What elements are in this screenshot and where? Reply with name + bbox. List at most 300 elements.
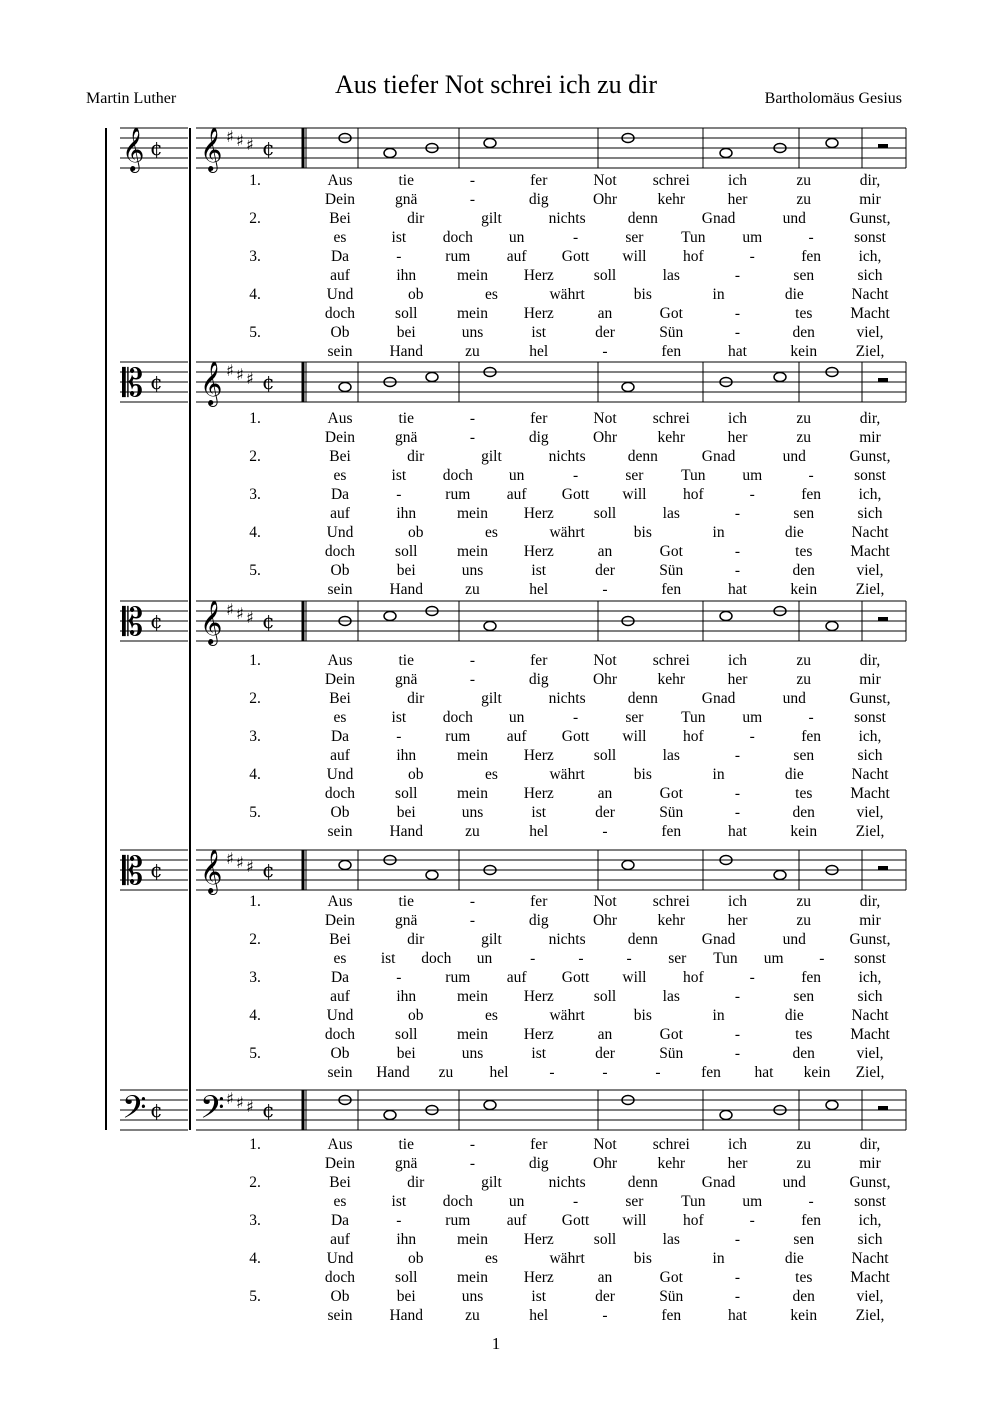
lyric-syllable: - [578,950,584,967]
time-signature-icon: ¢ [262,609,275,633]
lyric-syllable: währt [549,1007,585,1024]
lyric-syllable: Not [593,1136,617,1153]
lyric-syllable: rum [445,1212,471,1229]
verse-number: 1. [249,652,261,669]
lyric-syllable: doch [421,950,452,967]
lyric-syllable: kein [790,581,818,598]
lyric-syllable: Tun [681,467,706,484]
lyric-syllable: Dein [324,429,356,446]
lyric-line [0,323,992,342]
lyric-syllable: - [808,709,814,726]
lyric-syllable: gnä [395,429,418,446]
lyric-syllable: - [734,1288,741,1305]
lyric-syllable: währt [549,1250,585,1267]
lyric-syllable: zu [465,823,480,840]
lyric-syllable: es [333,709,347,726]
staff-system [120,600,906,646]
lyric-syllable: nichts [548,690,586,707]
lyric-syllable: auf [330,267,350,284]
note-head [774,871,786,880]
lyric-syllable: an [597,1269,613,1286]
lyric-syllable: Gnad [701,210,736,227]
lyric-syllable: den [792,562,815,579]
lyric-syllable: ist [391,1193,407,1210]
lyric-syllable: zu [796,172,812,189]
lyric-syllable: mir [859,1155,881,1172]
lyric-syllable: nichts [548,210,586,227]
lyric-syllable: dir [407,690,425,707]
lyric-syllable: kehr [657,671,686,688]
lyric-syllable: dir [407,931,425,948]
lyric-syllable: dig [528,429,549,446]
lyric-line [0,523,992,542]
lyric-syllable: ihn [396,988,417,1005]
lyric-syllable: mein [457,543,488,560]
lyric-syllable: dig [528,671,549,688]
lyric-syllable: - [734,562,741,579]
note-head [826,622,838,631]
verse-number: 3. [249,1212,261,1229]
lyric-syllable: her [727,912,748,929]
lyric-syllable: Dein [324,191,356,208]
verse-number: 1. [249,1136,261,1153]
lyric-syllable: Herz [523,747,554,764]
verse-number: 5. [249,804,261,821]
lyric-syllable: dir, [859,172,881,189]
sharp-icon: ♯ [226,600,234,619]
lyric-syllable: ist [391,709,407,726]
lyric-syllable: mein [457,988,488,1005]
lyric-syllable: es [333,950,347,967]
note-head [384,612,396,621]
lyric-syllable: nichts [548,448,586,465]
lyric-syllable: bis [633,766,652,783]
time-signature-icon: ¢ [150,858,163,882]
lyric-syllable: fen [801,486,822,503]
lyric-syllable: dir, [859,893,881,910]
lyric-syllable: viel, [856,804,884,821]
lyric-syllable: fer [530,652,548,669]
lyric-syllable: auf [506,728,527,745]
lyric-syllable: auf [330,747,350,764]
lyric-syllable: sonst [854,467,886,484]
lyric-syllable: der [595,1288,615,1305]
lyric-syllable: und [782,690,806,707]
lyric-syllable: ihn [396,505,417,522]
lyric-syllable: in [712,524,725,541]
lyric-syllable: soll [395,785,418,802]
lyric-syllable: hat [728,581,747,598]
lyric-syllable: Aus [327,1136,353,1153]
lyric-syllable: der [595,1045,615,1062]
lyric-syllable: - [734,305,741,322]
lyric-syllable: Bei [329,448,351,465]
lyric-syllable: sen [793,505,815,522]
lyric-syllable: Ohr [592,671,618,688]
lyric-syllable: mein [457,1231,488,1248]
lyric-syllable: - [808,229,814,246]
lyric-syllable: Got [659,543,683,560]
lyric-syllable: den [792,1288,815,1305]
lyric-syllable: - [602,1064,608,1081]
lyric-syllable: - [734,1045,741,1062]
lyric-syllable: Gunst, [849,448,891,465]
lyric-syllable: ich [728,1136,747,1153]
lyric-syllable: Herz [523,543,554,560]
lyric-syllable: Dein [324,671,356,688]
lyric-syllable: Gnad [701,448,736,465]
lyric-syllable: Hand [389,343,424,360]
lyric-syllable: - [734,543,741,560]
note-head [384,1111,396,1120]
lyric-syllable: - [572,467,579,484]
lyric-syllable: ser [625,229,644,246]
lyric-syllable: - [734,785,741,802]
lyric-syllable: kein [790,823,818,840]
lyric-syllable: sich [857,747,883,764]
lyric-syllable: sonst [854,950,886,967]
lyric-syllable: währt [549,286,585,303]
sharp-icon: ♯ [226,127,234,146]
note-head [484,622,496,631]
lyric-syllable: - [469,172,476,189]
lyric-syllable: zu [796,671,812,688]
sharp-icon: ♯ [226,1089,234,1108]
lyric-syllable: doch [442,467,473,484]
lyric-syllable: fen [661,823,682,840]
lyric-syllable: ich [728,652,747,669]
lyric-syllable: bei [396,1045,416,1062]
lyric-syllable: Ziel, [855,343,885,360]
clef-icon: 𝄞 [200,600,223,644]
lyric-syllable: denn [627,448,658,465]
lyric-syllable: die [784,286,804,303]
lyric-syllable: Ohr [592,429,618,446]
lyric-line [0,746,992,765]
note-head [622,861,634,870]
lyric-syllable: es [333,467,347,484]
lyric-syllable: un [476,950,493,967]
sharp-icon: ♯ [246,857,254,876]
lyric-syllable: es [333,1193,347,1210]
note-head [720,612,732,621]
lyric-syllable: Sün [659,562,684,579]
lyric-line [0,466,992,485]
lyric-line [0,765,992,784]
lyric-syllable: Da [330,486,350,503]
lyric-syllable: Not [593,410,617,427]
lyric-syllable: ich [728,410,747,427]
sharp-icon: ♯ [236,131,244,150]
lyric-syllable: - [469,1155,476,1172]
lyric-syllable: um [742,709,763,726]
verse-number: 3. [249,728,261,745]
lyric-syllable: der [595,562,615,579]
lyric-syllable: las [662,747,680,764]
lyric-syllable: Sün [659,324,684,341]
lyric-syllable: un [508,229,525,246]
lyric-line [0,285,992,304]
lyric-syllable: sen [793,1231,815,1248]
lyric-line [0,1306,992,1325]
lyric-syllable: Ob [330,562,350,579]
lyric-syllable: doch [324,1269,356,1286]
lyric-line [0,987,992,1006]
lyric-syllable: sein [327,1307,353,1324]
clef-icon: 𝄞 [200,361,223,405]
lyric-syllable: währt [549,524,585,541]
lyric-syllable: um [763,950,784,967]
verse-number: 4. [249,766,261,783]
lyric-syllable: gilt [481,1174,502,1191]
lyric-syllable: doch [324,305,356,322]
lyric-syllable: der [595,804,615,821]
lyric-syllable: Gott [561,1212,590,1229]
lyric-line [0,447,992,466]
lyric-syllable: Da [330,969,350,986]
time-signature-icon: ¢ [262,370,275,394]
lyric-syllable: sein [327,1064,353,1081]
lyric-syllable: will [622,486,647,503]
lyric-syllable: den [792,324,815,341]
lyric-syllable: kehr [657,429,686,446]
lyric-syllable: - [734,267,741,284]
lyric-syllable: an [597,305,613,322]
lyric-syllable: tie [398,652,414,669]
lyric-syllable: Ob [330,324,350,341]
lyric-syllable: - [469,410,476,427]
lyric-syllable: Herz [523,305,554,322]
lyric-syllable: uns [461,562,484,579]
lyric-syllable: fer [530,893,548,910]
lyric-syllable: ser [625,467,644,484]
lyric-syllable: mein [457,747,488,764]
lyric-syllable: - [734,1231,741,1248]
lyric-syllable: Hand [389,1307,424,1324]
lyric-syllable: und [782,1174,806,1191]
lyric-syllable: gnä [395,1155,418,1172]
verse-number: 4. [249,1007,261,1024]
lyric-line [0,1063,992,1082]
lyric-syllable: hat [728,1307,747,1324]
lyric-syllable: zu [796,410,812,427]
page-number: 1 [491,1334,501,1353]
lyric-syllable: hof [682,486,704,503]
lyric-syllable: Got [659,1269,683,1286]
lyric-syllable: sen [793,747,815,764]
lyric-syllable: Gunst, [849,1174,891,1191]
lyric-syllable: ich, [858,1212,882,1229]
lyric-syllable: an [597,543,613,560]
lyric-syllable: zu [796,912,812,929]
sharp-icon: ♯ [246,135,254,154]
lyric-syllable: - [734,1269,741,1286]
lyric-syllable: schrei [652,410,690,427]
lyric-line [0,1006,992,1025]
lyric-line [0,580,992,599]
lyric-syllable: - [819,950,825,967]
verse-number: 2. [249,690,261,707]
lyric-syllable: Gnad [701,690,736,707]
clef-icon: 𝄡 [122,849,144,893]
lyric-syllable: - [602,581,608,598]
lyric-line [0,266,992,285]
lyric-syllable: auf [330,988,350,1005]
lyric-syllable: Aus [327,410,353,427]
lyric-syllable: auf [506,248,527,265]
lyric-line [0,428,992,447]
lyric-syllable: fen [661,343,682,360]
lyric-syllable: - [808,1193,814,1210]
lyric-syllable: ich, [858,486,882,503]
lyric-syllable: dig [528,1155,549,1172]
rest-icon [878,144,888,148]
lyric-line [0,342,992,361]
lyric-syllable: soll [395,1269,418,1286]
note-head [484,139,496,148]
lyric-syllable: un [508,1193,525,1210]
lyric-syllable: an [597,785,613,802]
lyric-syllable: - [572,709,579,726]
lyric-syllable: kehr [657,1155,686,1172]
verse-number: 4. [249,286,261,303]
lyric-syllable: mir [859,912,881,929]
lyric-line [0,542,992,561]
lyric-syllable: doch [324,1026,356,1043]
lyric-syllable: kein [803,1064,831,1081]
sharp-icon: ♯ [246,1097,254,1116]
lyric-syllable: - [749,969,755,986]
lyric-syllable: will [622,1212,647,1229]
lyric-syllable: auf [330,1231,350,1248]
lyric-syllable: doch [324,543,356,560]
lyric-syllable: währt [549,766,585,783]
lyric-syllable: es [333,229,347,246]
lyric-syllable: gnä [395,912,418,929]
lyric-syllable: - [602,343,608,360]
sharp-icon: ♯ [246,608,254,627]
lyric-syllable: Und [326,286,354,303]
verse-number: 2. [249,1174,261,1191]
lyric-syllable: - [396,728,402,745]
note-head [622,383,634,392]
staff-system [120,127,906,173]
lyric-syllable: Ob [330,1045,350,1062]
lyric-syllable: ser [625,1193,644,1210]
lyric-syllable: bei [396,324,416,341]
lyric-syllable: sich [857,267,883,284]
lyric-syllable: - [396,248,402,265]
verse-number: 5. [249,1045,261,1062]
lyric-syllable: zu [796,1155,812,1172]
lyric-syllable: Hand [389,823,424,840]
lyric-line [0,1173,992,1192]
lyric-syllable: - [469,912,476,929]
lyric-syllable: Tun [681,229,706,246]
lyric-line [0,1249,992,1268]
lyric-syllable: soll [593,267,617,284]
lyric-syllable: denn [627,690,658,707]
sharp-icon: ♯ [236,1093,244,1112]
lyric-syllable: ich, [858,728,882,745]
lyric-syllable: - [734,324,741,341]
lyric-syllable: soll [593,1231,617,1248]
lyric-syllable: Herz [523,1231,554,1248]
lyric-line [0,409,992,428]
lyric-syllable: sonst [854,229,886,246]
composer-credit: Bartholomäus Gesius [764,90,902,107]
lyric-line [0,822,992,841]
lyric-syllable: hel [529,343,549,360]
lyric-syllable: und [782,210,806,227]
lyric-syllable: - [734,988,741,1005]
lyric-syllable: will [622,728,647,745]
lyric-syllable: die [784,524,804,541]
sharp-icon: ♯ [226,361,234,380]
lyric-line [0,727,992,746]
lyric-syllable: Herz [523,1026,554,1043]
lyric-syllable: ob [407,286,424,303]
lyric-syllable: soll [593,505,617,522]
lyric-syllable: auf [330,505,350,522]
clef-icon: 𝄢 [200,1089,225,1133]
note-head [339,861,351,870]
note-head [426,871,438,880]
lyric-syllable: - [469,191,476,208]
lyric-syllable: fer [530,172,548,189]
page-title: Aus tiefer Not schrei ich zu dir [334,70,657,99]
lyric-syllable: nichts [548,1174,586,1191]
lyric-syllable: in [712,766,725,783]
lyric-syllable: Got [659,305,683,322]
lyric-line [0,670,992,689]
lyric-syllable: Gunst, [849,690,891,707]
lyric-syllable: viel, [856,1288,884,1305]
verse-number: 5. [249,1288,261,1305]
lyric-syllable: Gott [561,969,590,986]
time-signature-icon: ¢ [150,370,163,394]
lyric-syllable: Hand [376,1064,410,1081]
lyric-syllable: soll [593,747,617,764]
lyric-syllable: fen [661,1307,682,1324]
lyric-syllable: in [712,1250,725,1267]
lyric-syllable: - [602,1307,608,1324]
lyric-syllable: Aus [327,652,353,669]
verse-number: 1. [249,172,261,189]
lyric-syllable: dir, [859,652,881,669]
lyric-syllable: mein [457,1026,488,1043]
lyric-syllable: Gott [561,248,590,265]
lyric-line [0,784,992,803]
lyric-syllable: sein [327,343,353,360]
verse-number: 3. [249,969,261,986]
lyric-syllable: - [626,950,632,967]
note-head [826,139,838,148]
note-head [339,383,351,392]
lyric-syllable: mein [457,785,488,802]
lyric-line [0,1287,992,1306]
lyric-syllable: Hand [389,581,424,598]
lyric-syllable: sen [793,988,815,1005]
lyric-syllable: dir, [859,410,881,427]
lyric-syllable: hel [529,1307,549,1324]
lyric-syllable: Bei [329,931,351,948]
lyric-syllable: rum [445,248,471,265]
lyric-syllable: Da [330,248,350,265]
lyric-syllable: - [572,1193,579,1210]
lyric-syllable: - [396,1212,402,1229]
lyric-syllable: Und [326,766,354,783]
